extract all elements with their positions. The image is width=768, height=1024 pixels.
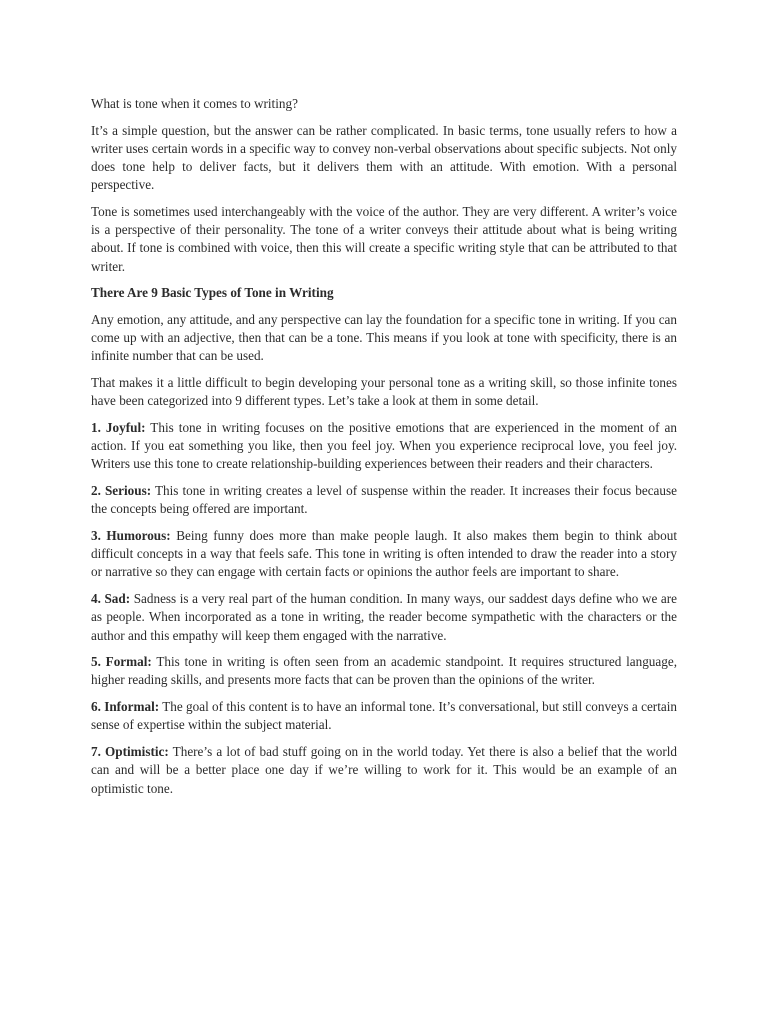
tone-item-humorous: [91, 527, 677, 582]
intro-question: What is tone when it comes to writing?: [91, 96, 298, 111]
tone-item-optimistic: [91, 743, 677, 798]
tone-item-formal: [91, 653, 677, 689]
tone-term: 7. Optimistic:: [91, 744, 169, 760]
section-heading: There Are 9 Basic Types of Tone in Writing: [91, 285, 334, 301]
tone-item-informal: [91, 698, 677, 734]
tone-description: This tone in writing is often seen from an academic standpoint. It requires structured language, higher reading skills, and presents more facts that can be proven than the opinions of the writer.: [91, 654, 677, 688]
tone-description: Being funny does more than make people laugh. It also makes them begin to think about difficult concepts in a way that feels safe. This tone in writing is often intended to draw the reader into a story or narrative so they can engage with certain facts or opinions the author feels are important to share.: [91, 528, 677, 580]
tone-item-joyful: [91, 419, 677, 474]
tone-term: 2. Serious:: [91, 483, 152, 499]
tone-term: 5. Formal:: [91, 654, 152, 670]
intro-paragraph: It’s a simple question, but the answer can be rather complicated. In basic terms, tone usually refers to how a writer uses certain words in a specific way to convey non-verbal observations about specific subjects. Not only does tone help to deliver facts, but it delivers them with an attitude. With emotion. With a personal perspective.: [91, 122, 677, 193]
emotion-paragraph: Any emotion, any attitude, and any perspective can lay the foundation for a specific tone in writing. If you can come up with an adjective, then that can be a tone. This means if you look at tone with specificity, there is an infinite number that can be used.: [91, 312, 677, 364]
tone-item-serious: [91, 482, 677, 518]
document-page: [91, 95, 677, 806]
tone-description: The goal of this content is to have an informal tone. It’s conversational, but still conveys a certain sense of expertise within the subject material.: [91, 699, 677, 733]
tone-description: There’s a lot of bad stuff going on in the world today. Yet there is also a belief that the world can and will be a better place one day if we’re willing to work for it. This would be an example of an optimistic tone.: [91, 744, 677, 796]
categories-paragraph: That makes it a little difficult to begin developing your personal tone as a writing skill, so those infinite tones have been categorized into 9 different types. Let’s take a look at them in some detail.: [91, 375, 677, 409]
tone-term: 3. Humorous:: [91, 528, 171, 544]
tone-description: This tone in writing creates a level of suspense within the reader. It increases their focus because the concepts being offered are important.: [91, 483, 677, 517]
tone-term: 4. Sad:: [91, 591, 131, 607]
tone-term: 1. Joyful:: [91, 420, 146, 436]
tone-item-sad: [91, 590, 677, 645]
voice-paragraph: Tone is sometimes used interchangeably with the voice of the author. They are very different. A writer’s voice is a perspective of their personality. The tone of a writer conveys their attitude about what is being writing about. If tone is combined with voice, then this will create a specific writing style that can be attributed to that writer.: [91, 204, 677, 274]
tone-term: 6. Informal:: [91, 699, 160, 715]
tone-description: Sadness is a very real part of the human condition. In many ways, our saddest days define who we are as people. When incorporated as a tone in writing, the reader become sympathetic with the characters or the author and this empathy will keep them engaged with the narrative.: [91, 591, 677, 643]
tone-description: This tone in writing focuses on the positive emotions that are experienced in the moment of an action. If you eat something you like, then you feel joy. When you experience reciprocal love, you feel joy. Writers use this tone to create relationship-building experiences between their readers and their characters.: [91, 420, 678, 472]
